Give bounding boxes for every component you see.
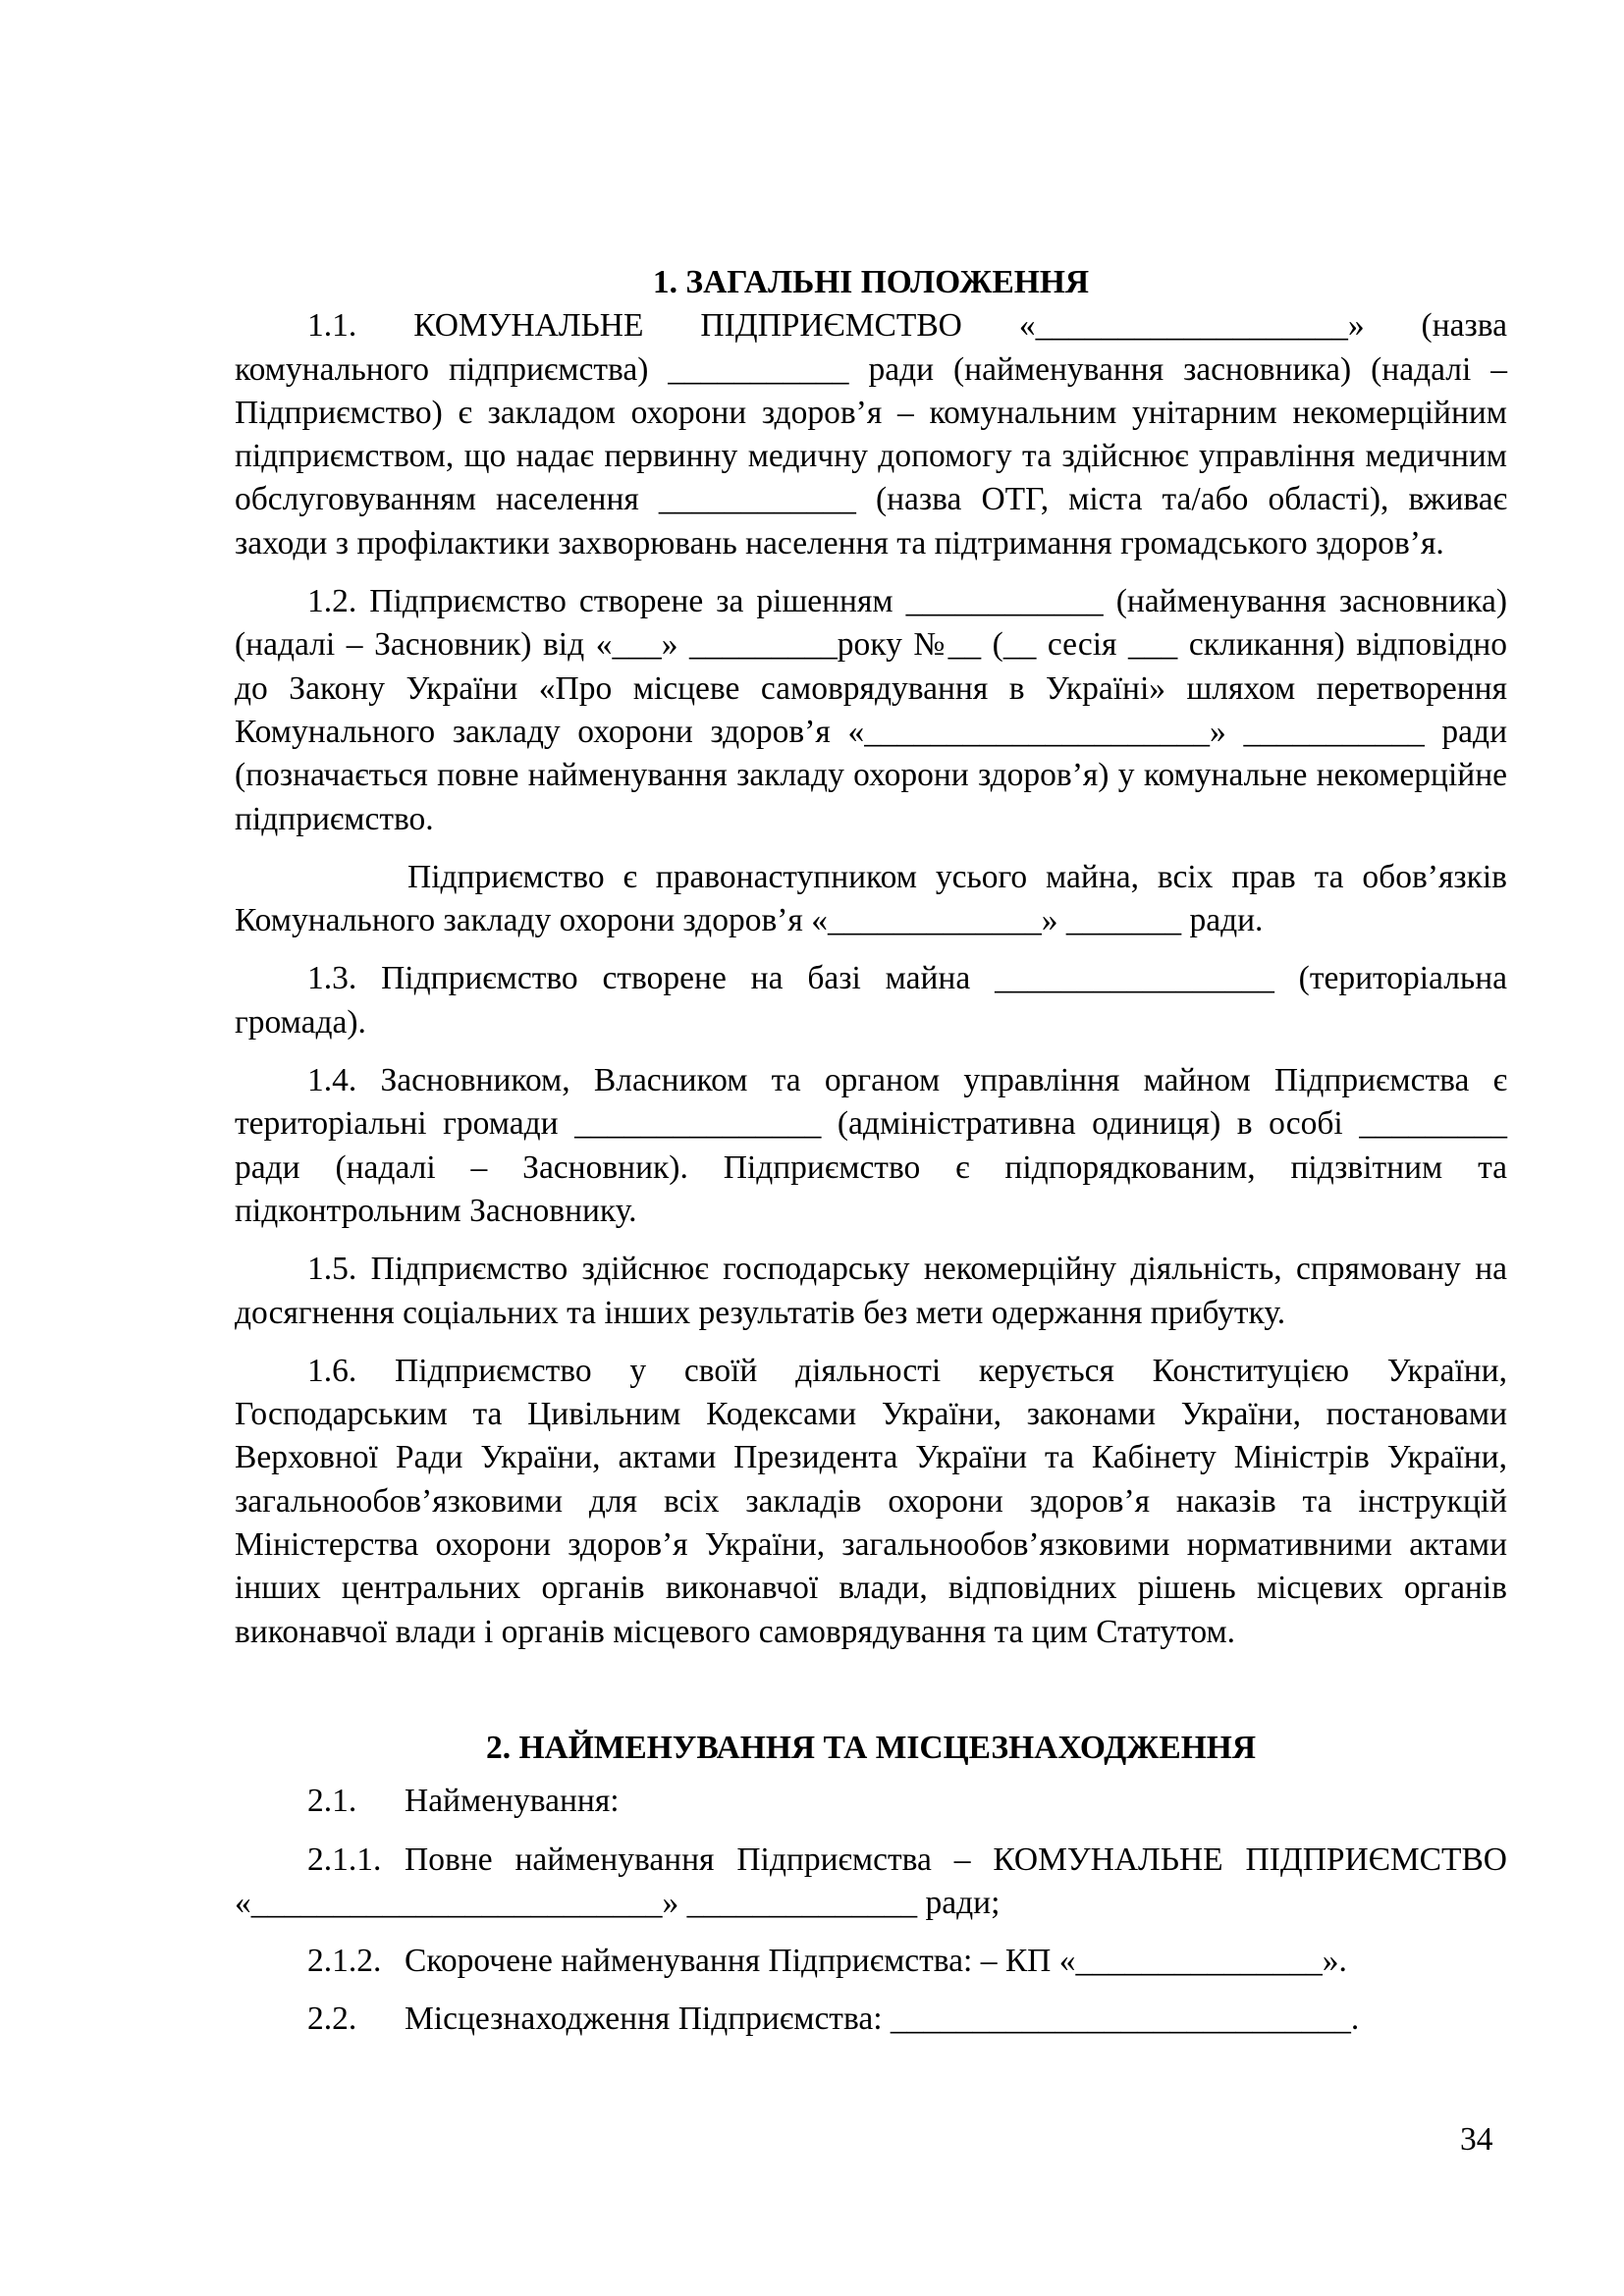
item-2-1-2-text: Скорочене найменування Підприємства: – КП «_______________». bbox=[405, 1943, 1347, 1980]
section-1-heading: 1. ЗАГАЛЬНІ ПОЛОЖЕННЯ bbox=[652, 264, 1090, 300]
paragraph-1-2-successor: Підприємство є правонаступником усього майна, всіх прав та обов’язків Комунального закладу охорони здоров’я «_____________» _______ ради. bbox=[235, 858, 1507, 939]
item-2-1 bbox=[235, 1780, 1507, 1823]
item-2-2-number: 2.2. bbox=[307, 2001, 357, 2038]
item-2-1-1-number: 2.1.1. bbox=[307, 1841, 382, 1878]
paragraph-1-1: 1.1. КОМУНАЛЬНЕ ПІДПРИЄМСТВО «___________________» (назва комунального підприємства) ___________ ради (найменування засновника) (надалі – Підприємство) є закладом охорони здоров’я – комунальним унітарним некомерційним підприємством, що надає первинну медичну допомогу та здійснює управління медичним обслуговуванням населення ____________ (назва ОТГ, міста та/або області), вживає заходи з профілактики захворювань населення та підтримання громадського здоров’я. bbox=[235, 307, 1507, 561]
paragraph-1-2: 1.2. Підприємство створене за рішенням ____________ (найменування засновника) (надалі – Засновник) від «___» _________року №__ (__ сесія ___ скликання) відповідно до Закону України «Про місцеве самоврядування в Україні» шляхом перетворення Комунального закладу охорони здоров’я «_____________________» ___________ ради (позначається повне найменування закладу охорони здоров’я) у комунальне некомерційне підприємство. bbox=[235, 583, 1507, 837]
item-2-2 bbox=[235, 1998, 1507, 2041]
document-body bbox=[235, 261, 1507, 2042]
item-2-1-text: Найменування: bbox=[405, 1783, 620, 1820]
item-2-2-text: Місцезнаходження Підприємства: ____________________________. bbox=[405, 2001, 1360, 2038]
item-2-1-1-text: Повне найменування Підприємства – КОМУНАЛЬНЕ ПІДПРИЄМСТВО «_________________________» ______________ ради; bbox=[235, 1841, 1507, 1921]
item-2-1-1 bbox=[235, 1839, 1507, 1926]
item-2-1-number: 2.1. bbox=[307, 1783, 357, 1820]
paragraph-1-4: 1.4. Засновником, Власником та органом управління майном Підприємства є територіальні громади _______________ (адміністративна одиниця) в особі _________ ради (надалі – Засновник). Підприємство є підпорядкованим, підзвітним та підконтрольним Засновнику. bbox=[235, 1062, 1507, 1229]
item-2-1-2-number: 2.1.2. bbox=[307, 1943, 382, 1980]
paragraph-1-6: 1.6. Підприємство у своїй діяльності керується Конституцією України, Господарським та Цивільним Кодексами України, законами України, постановами Верховної Ради України, актами Президента України та Кабінету Міністрів України, загальнообов’язковими для всіх закладів охорони здоров’я наказів та інструкцій Міністерства охорони здоров’я України, загальнообов’язковими нормативними актами інших центральних органів виконавчої влади, відповідних рішень місцевих органів виконавчої влади і органів місцевого самоврядування та цим Статутом. bbox=[235, 1352, 1507, 1650]
section-2-heading: 2. НАЙМЕНУВАННЯ ТА МІСЦЕЗНАХОДЖЕННЯ bbox=[485, 1729, 1257, 1766]
paragraph-1-3: 1.3. Підприємство створене на базі майна _________________ (територіальна громада). bbox=[235, 960, 1507, 1041]
item-2-1-2 bbox=[235, 1940, 1507, 1983]
page-number: 34 bbox=[1460, 2121, 1493, 2158]
paragraph-1-5: 1.5. Підприємство здійснює господарську некомерційну діяльність, спрямовану на досягнення соціальних та інших результатів без мети одержання прибутку. bbox=[235, 1251, 1507, 1331]
